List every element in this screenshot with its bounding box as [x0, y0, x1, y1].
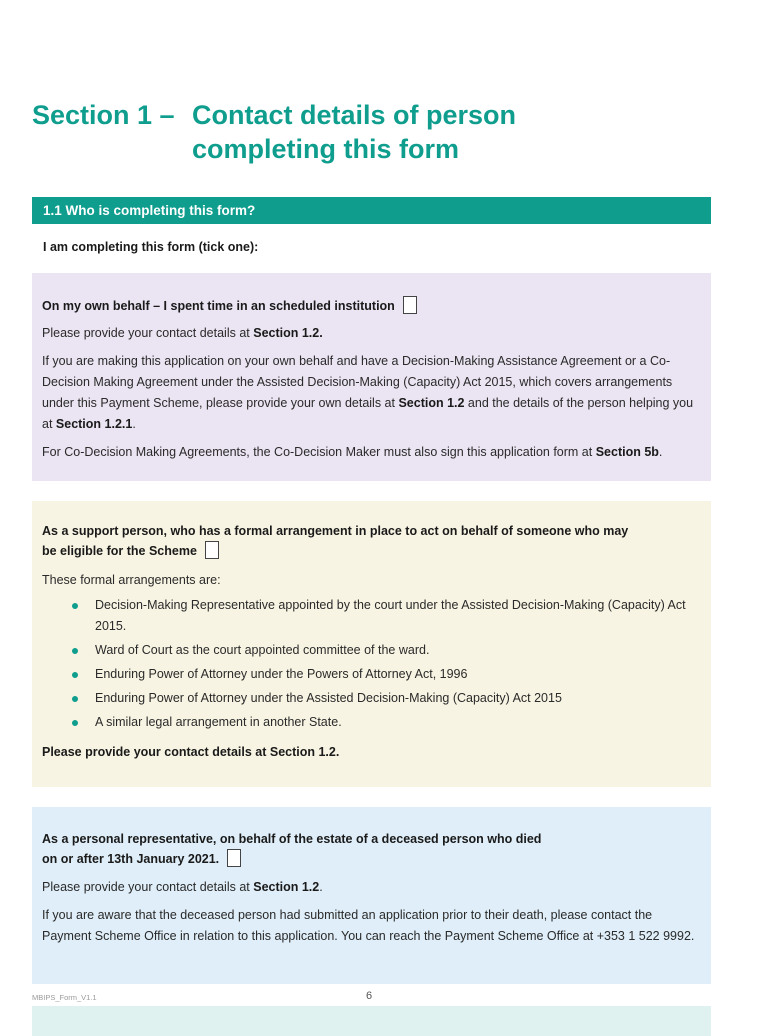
list-item: Ward of Court as the court appointed committee of the ward. [42, 640, 701, 661]
option-support-person [42, 521, 701, 561]
list-item: Enduring Power of Attorney under the Powers of Attorney Act, 1996 [42, 664, 701, 685]
page-title [32, 98, 612, 166]
option-support-person-label-line2: be eligible for the Scheme [42, 544, 197, 558]
page-number: 6 [366, 990, 373, 1002]
option-personal-representative [42, 829, 701, 869]
list-item: Decision-Making Representative appointed by the court under the Assisted Decision-Making (Capacity) Act 2015. [42, 595, 701, 637]
option-support-person-panel [32, 501, 711, 787]
section-number: Section 1 – [32, 100, 175, 130]
own-behalf-checkbox[interactable] [403, 296, 417, 314]
next-panel-edge [32, 1006, 711, 1036]
option-own-behalf-panel [32, 273, 711, 481]
support-person-checkbox[interactable] [205, 541, 219, 559]
option-support-person-label-line1: As a support person, who has a formal arrangement in place to act on behalf of someone who may [42, 524, 629, 538]
formal-arrangements-list [42, 595, 701, 733]
support-person-lead: These formal arrangements are: [42, 573, 221, 587]
own-behalf-codecision-paragraph: For Co-Decision Making Agreements, the Co-Decision Maker must also sign this application form at Section 5b. [42, 445, 663, 459]
option-personal-representative-label-line1: As a personal representative, on behalf of the estate of a deceased person who died [42, 832, 542, 846]
section-heading-bar: 1.1 Who is completing this form? [32, 197, 711, 224]
own-behalf-assistance-paragraph: If you are making this application on your own behalf and have a Decision-Making Assistance Agreement or a Co-Decision Making Agreement under the Assisted Decision-Making (Capacity) Act 2015, which covers arrangements under this Payment Scheme, please provide your own details at Section 1.2 and the details of the person helping you at Section 1.2.1. [42, 354, 694, 431]
option-personal-representative-label-line2: on or after 13th January 2021. [42, 852, 220, 866]
own-behalf-instruction: Please provide your contact details at Section 1.2. [42, 326, 323, 340]
option-own-behalf-label: On my own behalf – I spent time in an scheduled institution [42, 299, 395, 313]
form-version: MBIPS_Form_V1.1 [32, 993, 97, 1002]
personal-representative-checkbox[interactable] [227, 849, 241, 867]
intro-text: I am completing this form (tick one): [43, 240, 259, 254]
section-title: Contact details of person completing this form [192, 100, 517, 164]
list-item: A similar legal arrangement in another State. [42, 712, 701, 733]
option-personal-representative-panel [32, 807, 711, 984]
personal-representative-instruction: Please provide your contact details at Section 1.2. [42, 880, 323, 894]
option-own-behalf [42, 296, 701, 316]
personal-representative-paragraph: If you are aware that the deceased person had submitted an application prior to their death, please contact the Payment Scheme Office in relation to this application. You can reach the Payment Scheme Office at +353 1 522 9992. [42, 908, 695, 943]
support-person-closing: Please provide your contact details at Section 1.2. [42, 745, 340, 759]
list-item: Enduring Power of Attorney under the Assisted Decision-Making (Capacity) Act 2015 [42, 688, 701, 709]
